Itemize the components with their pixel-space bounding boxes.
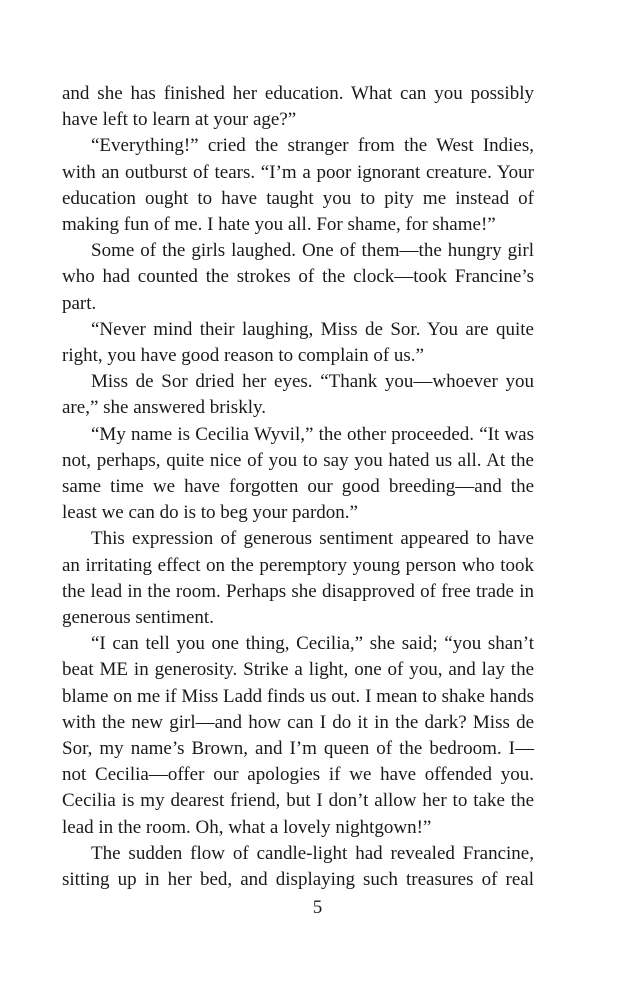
paragraph: “My name is Cecilia Wyvil,” the other proceeded. “It was not, perhaps, quite nice of you to say you hated us all. At the same time we have forgotten our good breeding—and the least we can do is to beg your pardon.” [62,423,534,524]
paragraph: Some of the girls laughed. One of them—the hungry girl who had counted the strokes of the clock—took Francine’s part. [62,240,534,314]
page-number: 5 [312,897,323,918]
paragraph: and she has finished her education. What can you possibly have left to learn at your age?” [62,83,534,131]
paragraph: “I can tell you one thing, Cecilia,” she said; “you shan’t beat ME in generosity. Strike a light, one of you, and lay the blame on me if Miss Ladd finds us out. I mean to shake hands with the new girl—and how can I do it in the dark? Miss de Sor, my name’s Brown, and I’m queen of the bedroom. I—not Cecilia—offer our apologies if we have offended you. Cecilia is my dearest friend, but I don’t allow her to take the lead in the room. Oh, what a lovely nightgown!” [62,633,534,838]
paragraph: “Everything!” cried the stranger from the West Indies, with an outburst of tears. “I’m a poor ignorant creature. Your education ought to have taught you to pity me instead of making fun of me. I hate you all. For shame, for shame!” [62,135,534,236]
page-body [62,81,534,893]
paragraph: The sudden flow of candle-light had revealed Francine, sitting up in her bed, and displaying such treasures of real [62,842,534,891]
paragraph: Miss de Sor dried her eyes. “Thank you—whoever you are,” she answered briskly. [62,371,534,419]
paragraph: This expression of generous sentiment appeared to have an irritating effect on the peremptory young person who took the lead in the room. Perhaps she disapproved of free trade in generous sentiment. [62,528,534,629]
paragraph: “Never mind their laughing, Miss de Sor. You are quite right, you have good reason to complain of us.” [62,318,534,367]
